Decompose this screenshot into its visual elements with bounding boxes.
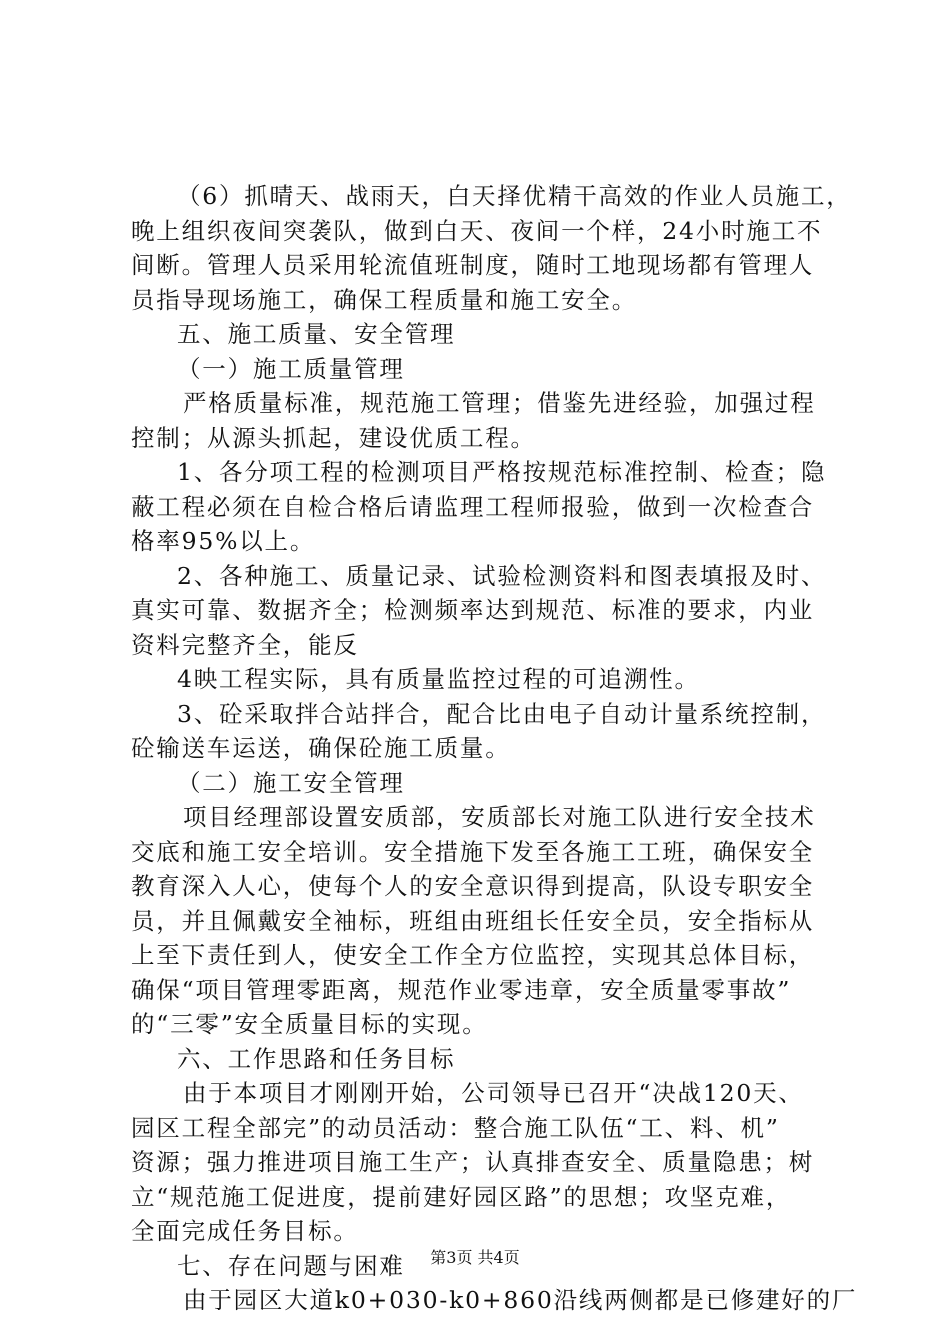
paragraph-line: 砼输送车运送，确保砼施工质量。	[131, 734, 511, 762]
paragraph-line: 上至下责任到人，使安全工作全方位监控，实现其总体目标，	[131, 941, 815, 969]
paragraph-line: 格率95%以上。	[131, 527, 316, 555]
paragraph-line: 员，并且佩戴安全袖标，班组由班组长任安全员，安全指标从	[131, 906, 815, 935]
paragraph-line: （6）抓晴天、战雨天，白天择优精干高效的作业人员施工，	[177, 182, 852, 210]
paragraph-line: 的“三零”安全质量目标的实现。	[131, 1010, 488, 1038]
paragraph-line: 员指导现场施工，确保工程质量和施工安全。	[131, 285, 637, 314]
paragraph-line: 确保“项目管理零距离，规范作业零违章，安全质量零事故”	[131, 975, 792, 1004]
document-body	[131, 179, 858, 1318]
paragraph-line: 立“规范施工促进度，提前建好园区路”的思想；攻坚克难，	[131, 1182, 792, 1211]
subsection-heading: （一）施工质量管理	[177, 354, 405, 383]
paragraph-line: 严格质量标准，规范施工管理；借鉴先进经验，加强过程	[183, 389, 816, 417]
paragraph-line: 晚上组织夜间突袭队，做到白天、夜间一个样，24小时施工不	[131, 216, 823, 245]
paragraph-line: 2、各种施工、质量记录、试验检测资料和图表填报及时、	[177, 561, 827, 590]
section-heading: 七、存在问题与困难	[177, 1251, 405, 1280]
page-number: 第3页 共4页	[430, 1248, 520, 1267]
paragraph-line: 园区工程全部完”的动员活动：整合施工队伍“工、料、机”	[131, 1113, 780, 1142]
subsection-heading: （二）施工安全管理	[177, 768, 405, 797]
paragraph-line: 资料完整齐全，能反	[131, 630, 359, 659]
paragraph-line: 1、各分项工程的检测项目严格按规范标准控制、检查；隐	[177, 458, 827, 486]
paragraph-line: 由于园区大道k0+030-k0+860沿线两侧都是已修建好的厂	[183, 1286, 858, 1314]
paragraph-line: 真实可靠、数据齐全；检测频率达到规范、标准的要求，内业	[131, 596, 815, 624]
section-heading: 六、工作思路和任务目标	[177, 1044, 456, 1073]
page-footer	[0, 1245, 950, 1268]
paragraph-line: 教育深入人心，使每个人的安全意识得到提高，队设专职安全	[131, 872, 815, 900]
paragraph-line: 3、砼采取拌合站拌合，配合比由电子自动计量系统控制，	[177, 699, 827, 728]
paragraph-line: 4映工程实际，具有质量监控过程的可追溯性。	[177, 665, 700, 693]
section-heading: 五、施工质量、安全管理	[177, 320, 456, 348]
paragraph-line: 间断。管理人员采用轮流值班制度，随时工地现场都有管理人	[131, 251, 815, 279]
paragraph-line: 由于本项目才刚刚开始，公司领导已召开“决战120天、	[183, 1079, 804, 1107]
paragraph-line: 蔽工程必须在自检合格后请监理工程师报验，做到一次检查合	[131, 492, 815, 521]
paragraph-line: 交底和施工安全培训。安全措施下发至各施工工班，确保安全	[131, 837, 815, 866]
paragraph-line: 项目经理部设置安质部，安质部长对施工队进行安全技术	[183, 803, 816, 831]
paragraph-line: 控制；从源头抓起，建设优质工程。	[131, 423, 536, 452]
paragraph-line: 全面完成任务目标。	[131, 1217, 359, 1245]
paragraph-line: 资源；强力推进项目施工生产；认真排查安全、质量隐患；树	[131, 1148, 815, 1176]
